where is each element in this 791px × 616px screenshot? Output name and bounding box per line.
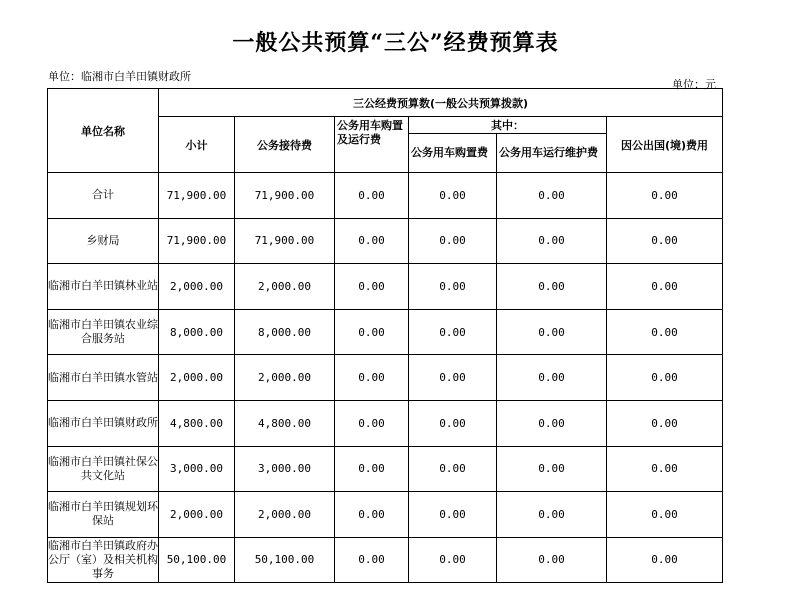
cell-abroad: 0.00 (607, 264, 723, 310)
header-group: 三公经费预算数(一般公共预算拨款) (159, 89, 723, 117)
unit-label-left: 单位：临湘市白羊田镇财政所 (48, 70, 191, 83)
cell-subtotal: 50,100.00 (159, 537, 235, 582)
cell-vehicle-purchase: 0.00 (409, 400, 497, 446)
cell-subtotal: 8,000.00 (159, 309, 235, 355)
cell-unit-name: 乡财局 (48, 218, 159, 264)
cell-abroad: 0.00 (607, 355, 723, 401)
cell-vehicle-purchase: 0.00 (409, 309, 497, 355)
cell-vehicle-maint: 0.00 (497, 173, 607, 219)
table-row (48, 264, 723, 310)
cell-unit-name: 合计 (48, 173, 159, 219)
cell-subtotal: 2,000.00 (159, 264, 235, 310)
cell-vehicle-purchase: 0.00 (409, 218, 497, 264)
cell-abroad: 0.00 (607, 537, 723, 582)
cell-reception: 2,000.00 (235, 355, 335, 401)
cell-vehicle-maint: 0.00 (497, 218, 607, 264)
cell-subtotal: 3,000.00 (159, 446, 235, 492)
cell-vehicle-purchase: 0.00 (409, 446, 497, 492)
cell-reception: 4,800.00 (235, 400, 335, 446)
table-row (48, 492, 723, 538)
cell-abroad: 0.00 (607, 218, 723, 264)
cell-vehicle-total: 0.00 (335, 446, 409, 492)
header-reception: 公务接待费 (235, 117, 335, 173)
cell-reception: 71,900.00 (235, 218, 335, 264)
table-row (48, 537, 723, 582)
header-among: 其中： (409, 117, 607, 134)
cell-unit-name: 临湘市白羊田镇规划环保站 (48, 492, 159, 538)
cell-subtotal: 71,900.00 (159, 218, 235, 264)
cell-vehicle-maint: 0.00 (497, 446, 607, 492)
cell-abroad: 0.00 (607, 173, 723, 219)
table-row (48, 400, 723, 446)
cell-abroad: 0.00 (607, 309, 723, 355)
header-vehicle-maint: 公务用车运行维护费 (497, 134, 607, 173)
cell-unit-name: 临湘市白羊田镇政府办公厅（室）及相关机构事务 (48, 537, 159, 582)
cell-unit-name: 临湘市白羊田镇农业综合服务站 (48, 309, 159, 355)
header-abroad: 因公出国(境)费用 (607, 117, 723, 173)
cell-vehicle-purchase: 0.00 (409, 264, 497, 310)
cell-vehicle-maint: 0.00 (497, 355, 607, 401)
cell-unit-name: 临湘市白羊田镇社保公共文化站 (48, 446, 159, 492)
cell-vehicle-total: 0.00 (335, 400, 409, 446)
cell-subtotal: 2,000.00 (159, 492, 235, 538)
cell-reception: 3,000.00 (235, 446, 335, 492)
cell-reception: 50,100.00 (235, 537, 335, 582)
table-row (48, 309, 723, 355)
cell-vehicle-maint: 0.00 (497, 492, 607, 538)
cell-vehicle-total: 0.00 (335, 173, 409, 219)
table-row (48, 173, 723, 219)
table-row (48, 218, 723, 264)
page-title: 一般公共预算“三公”经费预算表 (232, 30, 559, 56)
cell-unit-name: 临湘市白羊田镇水管站 (48, 355, 159, 401)
cell-vehicle-purchase: 0.00 (409, 173, 497, 219)
cell-subtotal: 2,000.00 (159, 355, 235, 401)
cell-reception: 2,000.00 (235, 492, 335, 538)
cell-vehicle-purchase: 0.00 (409, 537, 497, 582)
cell-vehicle-total: 0.00 (335, 492, 409, 538)
cell-vehicle-total: 0.00 (335, 309, 409, 355)
cell-vehicle-total: 0.00 (335, 264, 409, 310)
cell-unit-name: 临湘市白羊田镇林业站 (48, 264, 159, 310)
cell-reception: 2,000.00 (235, 264, 335, 310)
cell-subtotal: 4,800.00 (159, 400, 235, 446)
cell-vehicle-purchase: 0.00 (409, 492, 497, 538)
header-vehicle-purchase: 公务用车购置费 (409, 134, 497, 173)
cell-reception: 8,000.00 (235, 309, 335, 355)
cell-abroad: 0.00 (607, 400, 723, 446)
header-subtotal: 小计 (159, 117, 235, 173)
budget-table (47, 88, 723, 583)
header-unit-name: 单位名称 (48, 89, 159, 173)
table-row (48, 446, 723, 492)
header-vehicle-total: 公务用车购置及运行费 (335, 117, 409, 173)
cell-vehicle-total: 0.00 (335, 537, 409, 582)
cell-subtotal: 71,900.00 (159, 173, 235, 219)
unit-label-right: 单位：元 (672, 78, 716, 91)
table-row (48, 355, 723, 401)
cell-reception: 71,900.00 (235, 173, 335, 219)
cell-vehicle-purchase: 0.00 (409, 355, 497, 401)
cell-vehicle-maint: 0.00 (497, 537, 607, 582)
cell-abroad: 0.00 (607, 492, 723, 538)
cell-abroad: 0.00 (607, 446, 723, 492)
cell-vehicle-total: 0.00 (335, 218, 409, 264)
cell-vehicle-maint: 0.00 (497, 309, 607, 355)
cell-vehicle-total: 0.00 (335, 355, 409, 401)
cell-unit-name: 临湘市白羊田镇财政所 (48, 400, 159, 446)
cell-vehicle-maint: 0.00 (497, 264, 607, 310)
cell-vehicle-maint: 0.00 (497, 400, 607, 446)
